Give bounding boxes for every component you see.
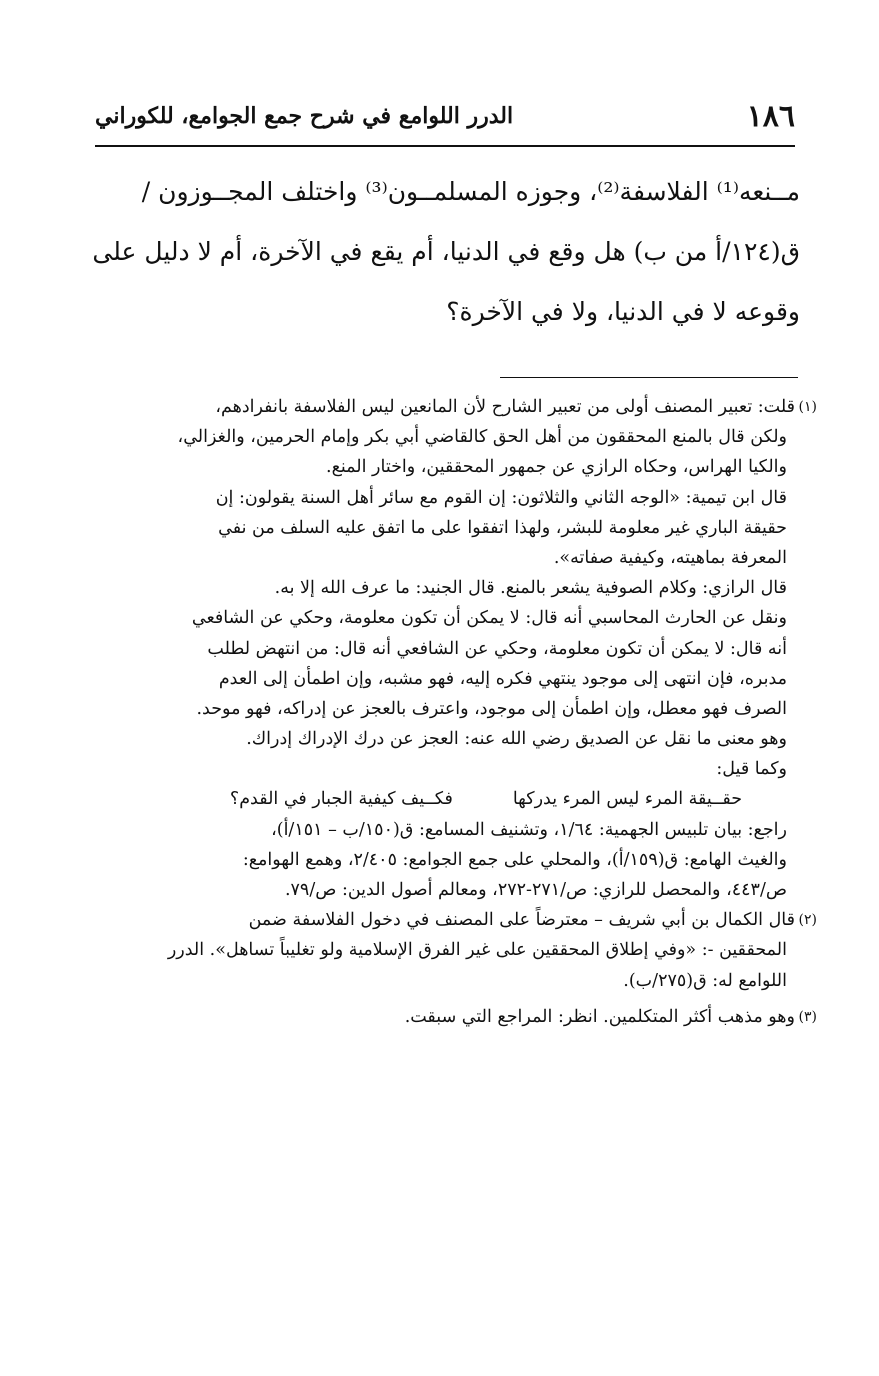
footnote-1-line: الصرف فهو معطل، وإن اطمأن إلى موجود، واعترف بالعجز عن إدراكه، فهو موحد. [196, 698, 787, 719]
footnote-1-line: وكما قيل: [716, 759, 787, 780]
footnote-1-line: مدبره، فإن انتهى إلى موجود ينتهي فكره إليه، فهو مشبه، وإن اطمأن إلى العدم [218, 668, 787, 689]
footnote-2-text: قال الكمال بن أبي شريف – معترضاً على المصنف في دخول الفلاسفة ضمن [248, 910, 795, 931]
main-text [92, 162, 800, 342]
footnote-1-number: (١) [798, 399, 817, 415]
footnote-1-reference-line: والغيث الهامع: ق(١٥٩/أ)، والمحلي على جمع الجوامع: ٢/٤٠٥، وهمع الهوامع: [242, 849, 787, 870]
main-text-line: ق(١٢٤/أ من ب) هل وقع في الدنيا، أم يقع في الآخرة، أم لا دليل على [92, 237, 800, 266]
footnote-3-line [95, 1002, 817, 1032]
verse-second-hemistich: فكــيف كيفية الجبار في القدم؟ [229, 789, 453, 810]
running-title: الدرر اللوامع في شرح جمع الجوامع، للكوراني [95, 103, 514, 129]
footnote-1-line: ولكن قال بالمنع المحققون من أهل الحق كالقاضي أبي بكر وإمام الحرمين، والغزالي، [177, 427, 787, 448]
footnote-2-line: اللوامع له: ق(٢٧٥/ب). [623, 970, 787, 991]
footnote-3-text: وهو مذهب أكثر المتكلمين. انظر: المراجع التي سبقت. [404, 1006, 795, 1027]
footnote-separator [500, 377, 798, 378]
footnote-1-reference-line: ص/٤٤٣، والمحصل للرازي: ص/٢٧١-٢٧٢، ومعالم أصول الدين: ص/٧٩. [284, 880, 787, 900]
footnote-1-line: أنه قال: لا يمكن أن تكون معلومة، وحكي عن الشافعي أنه قال: من انتهض لطلب [207, 638, 787, 659]
main-text-line: وقوعه لا في الدنيا، ولا في الآخرة؟ [446, 297, 800, 326]
footnote-1-line: والكيا الهراس، وحكاه الرازي عن جمهور المحققين، واختار المنع. [326, 457, 787, 478]
footnote-1-line [95, 392, 817, 422]
main-text-line: مــنعه⁽¹⁾ الفلاسفة⁽²⁾، وجوزه المسلمــون⁽³⁾ واختلف المجــوزون / [141, 177, 800, 206]
poetry-verse [95, 784, 817, 814]
footnotes [95, 392, 817, 1032]
footnote-1-text: قلت: تعبير المصنف أولى من تعبير الشارح لأن المانعين ليس الفلاسفة بانفرادهم، [215, 397, 795, 417]
footnote-2-line: المحققين -: «وفي إطلاق المحققين على غير الفرق الإسلامية ولو تغليباً تساهل». الدرر [167, 940, 787, 961]
page-number: ١٨٦ [746, 98, 795, 134]
verse-first-hemistich: حقــيقة المرء ليس المرء يدركها [512, 789, 743, 810]
footnote-2-number: (٢) [798, 912, 817, 929]
footnote-1-line: قال ابن تيمية: «الوجه الثاني والثلاثون: إن القوم مع سائر أهل السنة يقولون: إن [215, 487, 787, 508]
footnote-1-reference-line: راجع: بيان تلبيس الجهمية: ١/٦٤، وتشنيف المسامع: ق(١٥٠/ب – ١٥١/أ)، [271, 819, 787, 840]
footnote-2-line [95, 905, 817, 935]
footnote-1-line: المعرفة بماهيته، وكيفية صفاته». [553, 547, 787, 568]
footnote-1-line: وهو معنى ما نقل عن الصديق رضي الله عنه: العجز عن درك الإدراك إدراك. [246, 729, 787, 750]
footnote-3-number: (٣) [798, 1008, 817, 1025]
page-header [95, 96, 795, 136]
header-rule [95, 145, 795, 147]
footnote-1-line: حقيقة الباري غير معلومة للبشر، ولهذا اتفقوا على ما اتفق عليه السلف من نفي [218, 517, 787, 538]
footnote-1-line: قال الرازي: وكلام الصوفية يشعر بالمنع. قال الجنيد: ما عرف الله إلا به. [274, 578, 787, 599]
footnote-1-line: ونقل عن الحارث المحاسبي أنه قال: لا يمكن أن تكون معلومة، وحكي عن الشافعي [191, 608, 787, 629]
